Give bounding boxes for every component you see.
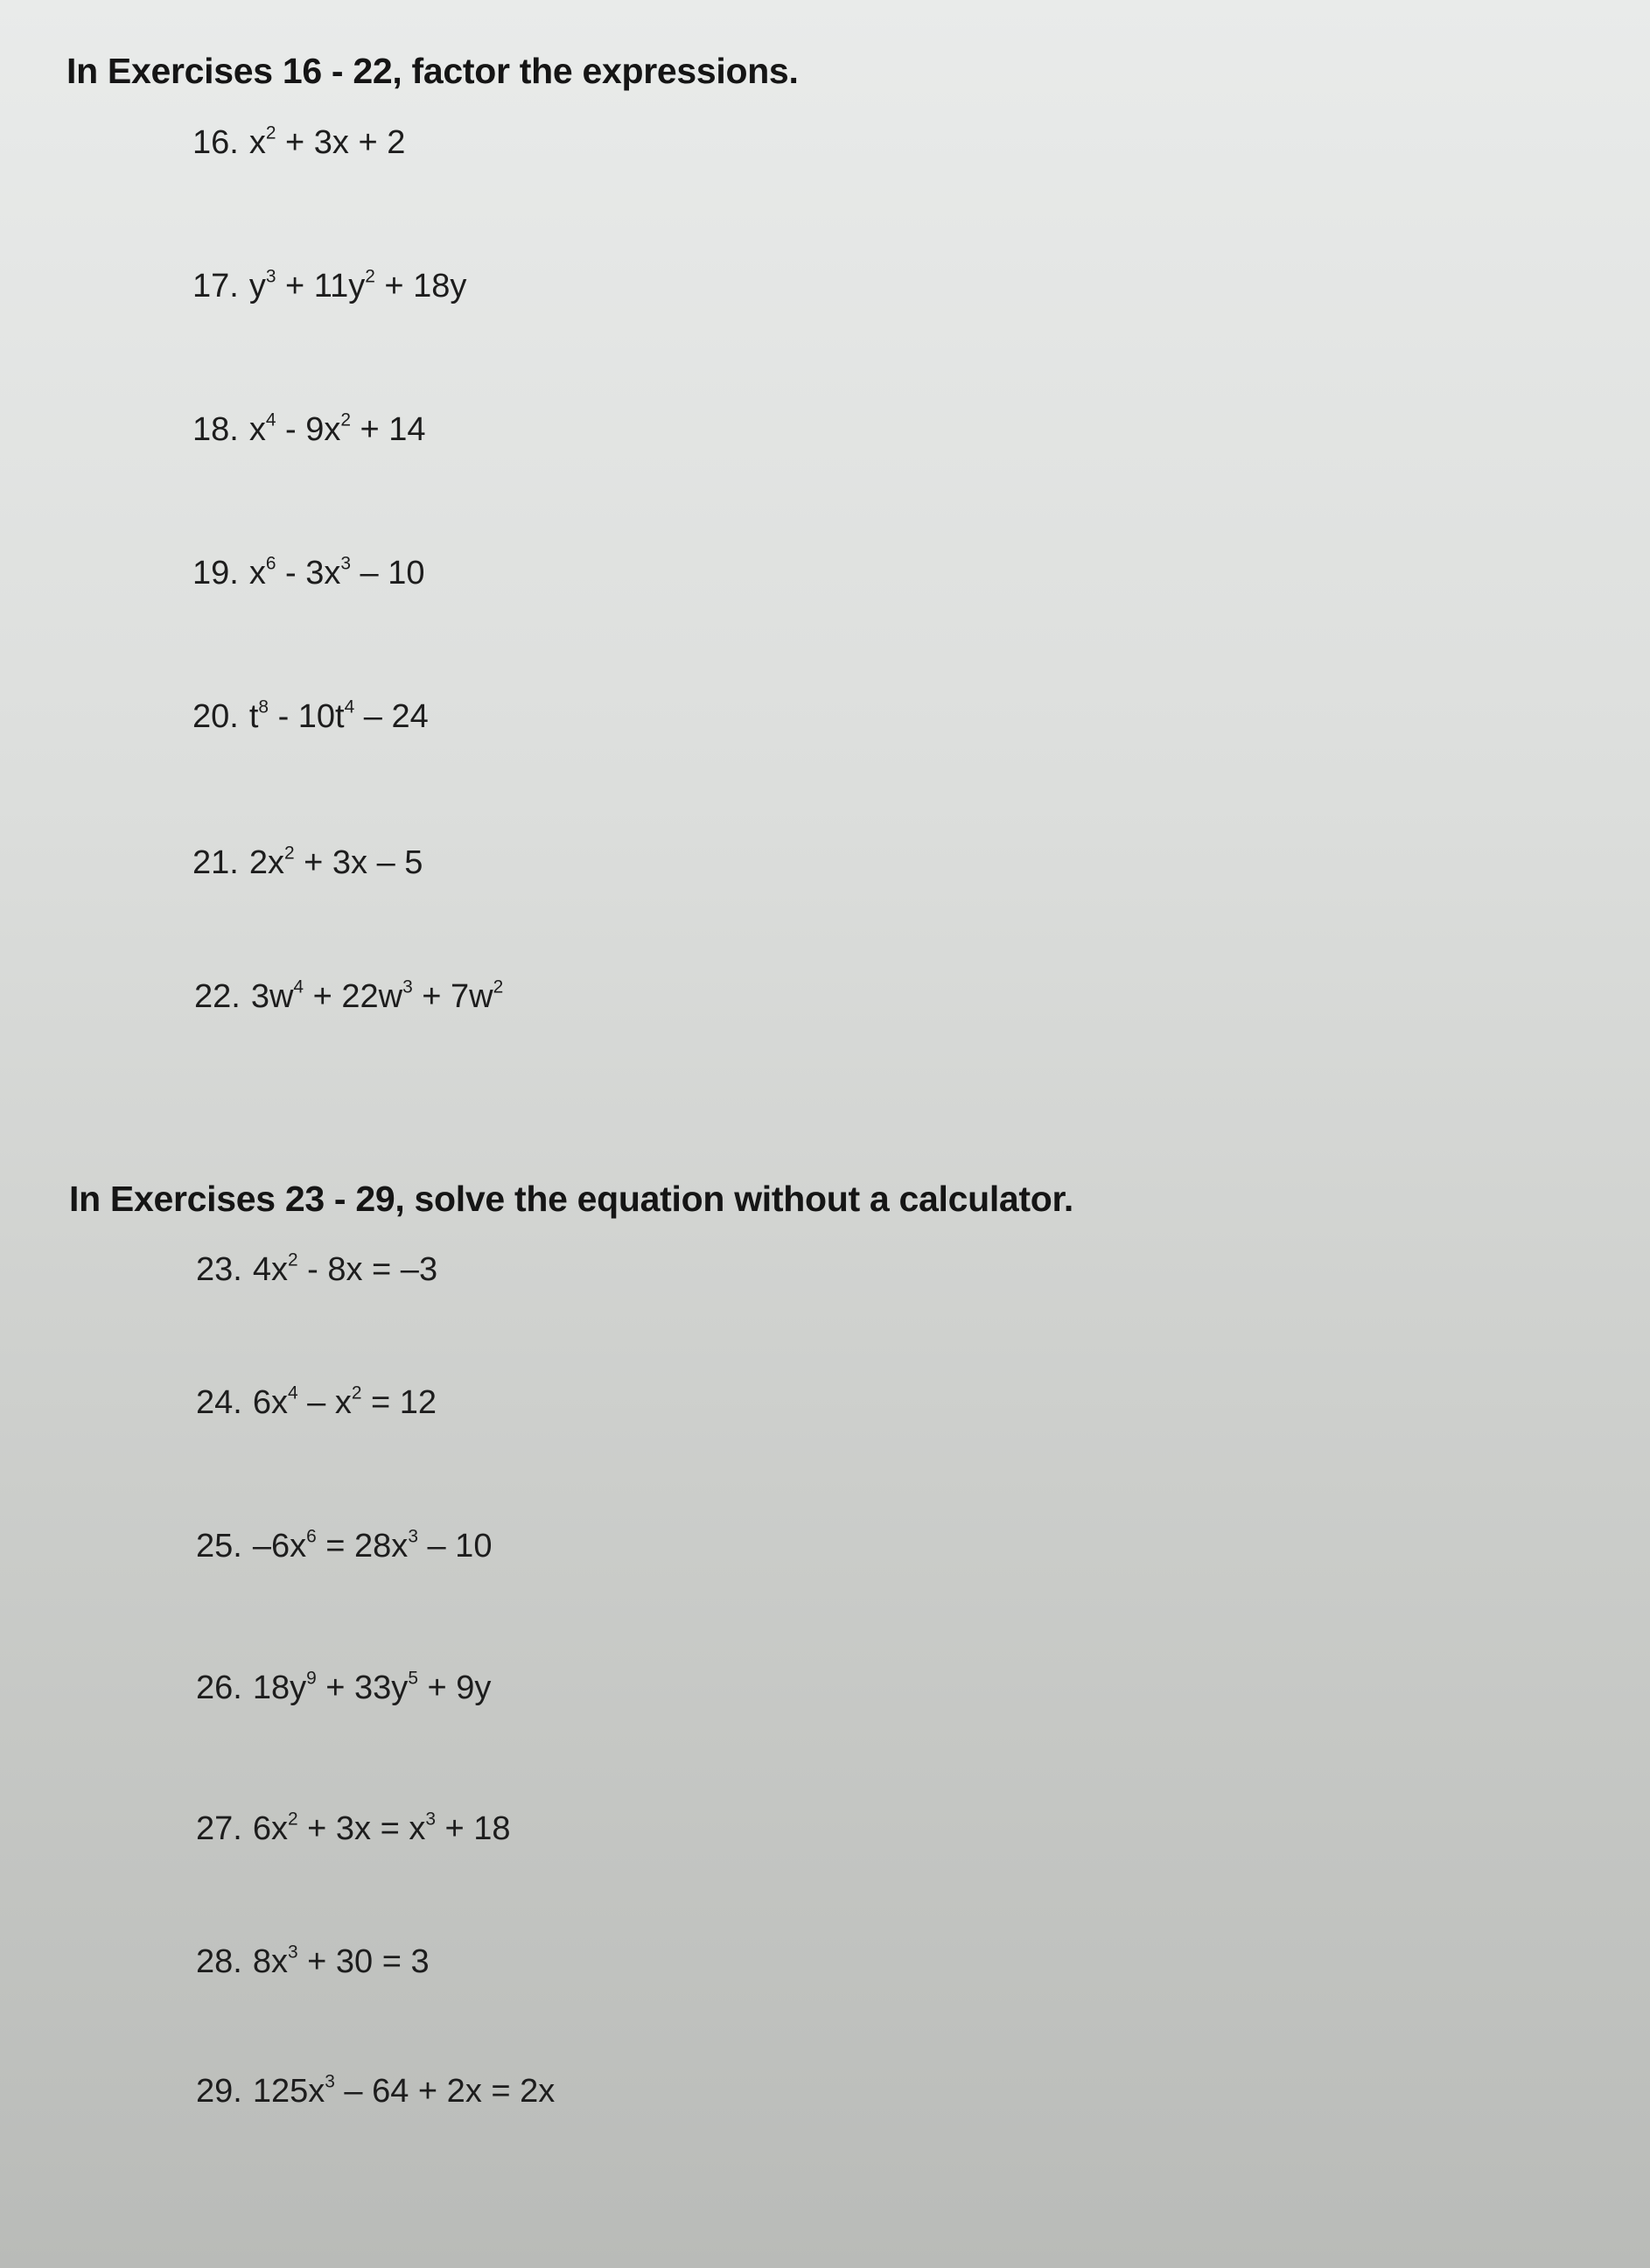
exercise-21 [192,844,423,882]
exercise-expression: $x^4 - 9x^2 + 14$ [248,410,426,448]
exercise-expression: $18y^9 + 33y^5 + 9y$ [252,1668,492,1706]
exercise-expression: $8x^3 + 30 = 3$ [252,1942,430,1980]
exercise-28 [196,1943,430,1981]
exercise-number: 21. [192,844,239,881]
exercise-expression: $x^6 - 3x^3 - 10$ [248,553,425,592]
exercise-expression: $t^8 - 10t^4 - 24$ [248,696,429,735]
exercise-number: 24. [196,1384,242,1421]
exercise-number: 22. [194,978,241,1015]
exercise-23 [196,1251,437,1289]
exercise-number: 17. [192,268,239,304]
exercise-20 [192,698,429,736]
exercise-number: 16. [192,124,239,161]
exercise-19 [192,555,425,592]
section-heading-factor: In Exercises 16 - 22, factor the expressions. [66,51,799,91]
exercise-expression: $3w^4 + 22w^3 + 7w^2$ [250,976,504,1015]
exercise-expression: $2x^2 + 3x - 5$ [248,843,423,881]
exercise-expression: $6x^2 + 3x = x^3 + 18$ [252,1809,511,1847]
exercise-number: 23. [196,1251,242,1288]
exercise-17 [192,268,466,305]
exercise-16 [192,124,405,162]
exercise-expression: $y^3 + 11y^2 + 18y$ [248,266,467,304]
exercise-18 [192,411,426,449]
exercise-expression: $x^2 + 3x + 2$ [248,122,406,161]
exercise-27 [196,1810,511,1848]
exercise-number: 28. [196,1943,242,1980]
section-heading-solve: In Exercises 23 - 29, solve the equation without a calculator. [69,1179,1074,1219]
exercise-number: 20. [192,698,239,735]
exercise-expression: $-6x^6 = 28x^3 - 10$ [252,1526,493,1564]
exercise-expression: $6x^4 - x^2 = 12$ [252,1382,437,1421]
exercise-number: 19. [192,555,239,592]
exercise-expression: $125x^3 - 64 + 2x = 2x$ [252,2071,556,2110]
exercise-24 [196,1384,437,1422]
exercise-number: 27. [196,1810,242,1847]
exercise-number: 18. [192,411,239,448]
exercise-number: 25. [196,1528,242,1564]
exercise-25 [196,1528,492,1565]
exercise-expression: $4x^2 - 8x = -3$ [252,1250,438,1288]
exercise-29 [196,2073,555,2110]
exercise-number: 26. [196,1670,242,1706]
exercise-22 [194,978,503,1016]
exercise-number: 29. [196,2073,242,2110]
exercise-26 [196,1670,491,1707]
